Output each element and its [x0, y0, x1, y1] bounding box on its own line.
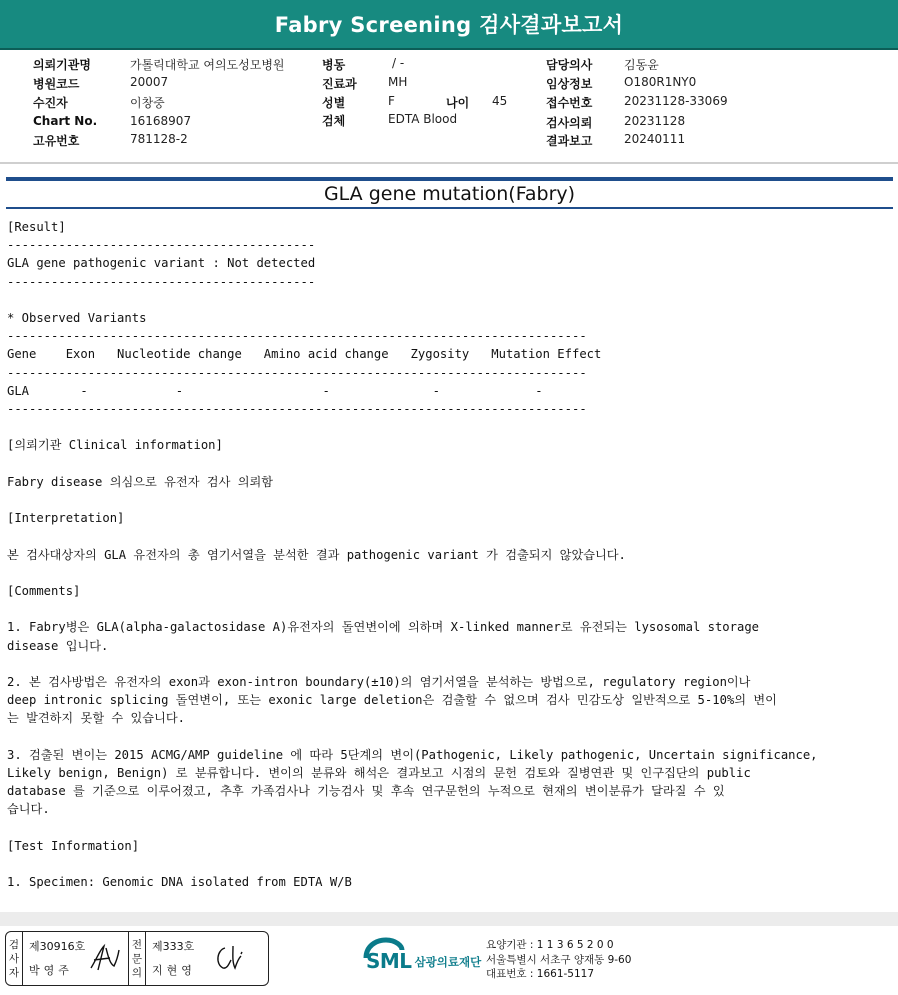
report-line: 1. Specimen: Genomic DNA isolated from EDTA W/B	[7, 875, 352, 890]
specialist-label-char: 전	[131, 938, 143, 951]
specialist-license: 제333호	[152, 940, 195, 953]
patient-info-header	[0, 50, 898, 160]
specialist-signature	[211, 942, 245, 974]
logo-text: SML	[366, 949, 412, 973]
report-section-title: GLA gene mutation(Fabry)	[323, 183, 576, 205]
label-institution: 의뢰기관명	[33, 58, 91, 72]
value-doctor: 김동윤	[624, 58, 659, 72]
report-line: database 를 기준으로 이루어졌고, 추후 가족검사나 기능검사 및 후속 연구문헌의 누적으로 현재의 변이분류가 달라질 수 있	[7, 784, 725, 799]
specialist-label-char: 문	[131, 952, 143, 965]
report-line: 2. 본 검사방법은 유전자의 exon과 exon-intron boundary(±10)의 염기서열을 분석하는 방법으로, regulatory region이나	[7, 675, 751, 689]
label-ward: 병동	[322, 58, 346, 72]
report-title-bar	[0, 0, 898, 50]
report-line: [의뢰기관 Clinical information]	[7, 438, 223, 453]
examiner-license: 제30916호	[29, 940, 86, 953]
header-separator	[0, 162, 898, 164]
specialist-label	[129, 932, 146, 985]
label-hospital-code: 병원코드	[33, 77, 80, 91]
report-line: [Comments]	[7, 584, 81, 598]
value-report-date: 20240111	[624, 132, 686, 146]
examiner-label-char: 검	[8, 938, 20, 951]
report-line: Likely benign, Benign) 로 분류합니다. 변이의 분류와 해석은 결과보고 시점의 문헌 검토와 질병연관 및 인구집단의 public	[7, 766, 751, 780]
label-request-date: 검사의뢰	[546, 116, 593, 130]
report-line: Gene Exon Nucleotide change Amino acid change Zygosity Mutation Effect	[7, 347, 602, 362]
report-line: 본 검사대상자의 GLA 유전자의 총 염기서열을 분석한 결과 pathogenic variant 가 검출되지 않았습니다.	[7, 547, 626, 562]
value-hospital-code: 20007	[130, 75, 169, 89]
value-receipt-no: 20231128-33069	[624, 94, 728, 108]
value-patient: 이창중	[130, 96, 165, 110]
value-age: 45	[492, 94, 508, 108]
label-doctor: 담당의사	[546, 58, 593, 72]
specialist-cell	[146, 932, 251, 985]
institution-phone: 대표번호 : 1661-5117	[486, 968, 595, 980]
report-line: Fabry disease 의심으로 유전자 검사 의뢰함	[7, 474, 274, 489]
value-institution: 가톨릭대학교 여의도성모병원	[130, 58, 285, 72]
signature-box	[5, 931, 269, 986]
report-line: [Result]	[7, 220, 66, 234]
examiner-label	[6, 932, 23, 985]
label-receipt-no: 접수번호	[546, 96, 593, 110]
report-line: -------------------------------------------------------------------------------	[7, 329, 587, 344]
report-line: -------------------------------------------------------------------------------	[7, 365, 587, 380]
report-line: [Interpretation]	[7, 511, 125, 526]
report-bottom-rule	[6, 207, 893, 209]
institution-address: 서울특별시 서초구 양재동 9-60	[486, 953, 632, 966]
report-section	[6, 177, 893, 209]
value-specimen: EDTA Blood	[388, 112, 458, 126]
label-unique-no: 고유번호	[33, 134, 80, 148]
report-line: disease 입니다.	[7, 638, 109, 653]
sml-logo	[362, 936, 481, 974]
label-sex: 성별	[322, 96, 346, 110]
report-line: GLA gene pathogenic variant : Not detected	[7, 256, 316, 271]
report-line: GLA - - - - -	[7, 383, 543, 398]
examiner-signature	[88, 942, 122, 974]
specialist-label-char: 의	[131, 966, 143, 979]
report-line: 는 발견하지 못할 수 있습니다.	[7, 711, 185, 726]
report-line: ------------------------------------------	[7, 238, 316, 253]
value-sex: F	[388, 94, 395, 108]
report-line: ------------------------------------------	[7, 274, 316, 289]
report-title: Fabry Screening 검사결과보고서	[274, 13, 624, 37]
label-chart-no: Chart No.	[33, 114, 98, 128]
label-specimen: 검체	[322, 114, 346, 128]
value-unique-no: 781128-2	[130, 132, 188, 146]
value-ward: / -	[392, 56, 405, 70]
label-department: 진료과	[322, 77, 357, 91]
report-line: * Observed Variants	[7, 311, 147, 325]
report-line: 습니다.	[7, 802, 50, 817]
examiner-name: 박영주	[29, 964, 73, 977]
report-line: deep intronic splicing 돌연변이, 또는 exonic large deletion은 검출할 수 없으며 검사 민감도상 일반적으로 5-10%의 변이	[7, 693, 777, 708]
value-clinical-info: O180R1NY0	[624, 75, 697, 89]
specialist-name: 지현영	[152, 964, 196, 977]
examiner-cell	[23, 932, 129, 985]
label-patient: 수진자	[33, 96, 68, 110]
institution-info	[486, 938, 631, 982]
examiner-label-char: 사	[8, 952, 20, 965]
value-department: MH	[388, 75, 408, 89]
report-footer	[0, 926, 898, 995]
institution-code: 요양기관 : 1 1 3 6 5 2 0 0	[486, 939, 614, 951]
report-line: -------------------------------------------------------------------------------	[7, 402, 587, 416]
examiner-label-char: 자	[8, 966, 20, 979]
report-line: [Test Information]	[7, 838, 140, 853]
value-request-date: 20231128	[624, 114, 686, 128]
label-age: 나이	[446, 96, 470, 110]
label-clinical-info: 임상정보	[546, 77, 593, 91]
logo-korean: 삼광의료재단	[414, 955, 482, 969]
report-line: 1. Fabry병은 GLA(alpha-galactosidase A)유전자의 돌연변이에 의하며 X-linked manner로 유전되는 lysosomal storage	[7, 620, 759, 635]
label-report-date: 결과보고	[546, 134, 593, 148]
value-chart-no: 16168907	[130, 114, 192, 128]
report-line: 3. 검출된 변이는 2015 ACMG/AMP guideline 에 따라 5단계의 변이(Pathogenic, Likely pathogenic, Uncertain significance,	[7, 747, 818, 762]
footer-gap	[0, 912, 898, 926]
